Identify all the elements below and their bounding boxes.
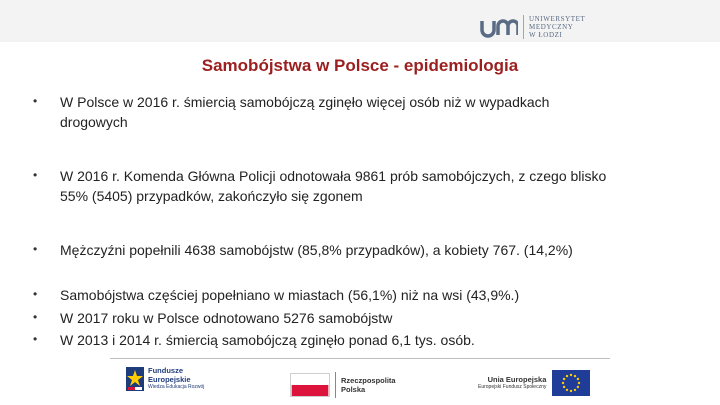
unia-europejska-logo [478,370,590,396]
footer-divider [110,358,610,359]
fundusze-subtitle: Wiedza Edukacja Rozwój [148,384,205,390]
university-logo [480,12,585,42]
logo-text [529,15,585,39]
fundusze-line-1: Fundusze [148,366,183,375]
bullet-text: Samobójstwa częściej popełniano w miastach (56,1%) niż na wsi (43,9%.) [60,287,520,303]
poland-flag-icon [290,373,330,397]
slide-title: Samobójstwa w Polsce - epidemiologia [201,56,519,75]
bullet-text: W 2017 roku w Polsce odnotowano 5276 samobójstw [60,310,393,326]
eu-flag-icon [552,370,590,396]
rzeczpospolita-line-1: Rzeczpospolita [341,376,396,385]
fundusze-star-icon [126,367,144,391]
logo-line-1: UNIWERSYTET [529,15,586,23]
unia-subtitle: Europejski Fundusz Społeczny [478,384,547,390]
bullet-marker: • [33,168,38,182]
logo-line-3: W ŁODZI [529,31,563,39]
rzeczpospolita-line-2: Polska [341,385,366,394]
bullet-marker: • [33,310,38,324]
unia-title: Unia Europejska [487,375,547,384]
bullet-text: W 2013 i 2014 r. śmiercią samobójczą zginęło ponad 6,1 tys. osób. [60,332,475,348]
logo-separator [523,15,524,39]
bullet-marker: • [33,94,38,108]
footer-logos [0,360,720,405]
rzeczpospolita-logo [290,372,396,398]
fundusze-europejskie-logo [126,366,204,391]
bullet-text: W Polsce w 2016 r. śmiercią samobójczą zginęło więcej osób niż w wypadkach drogowych [60,94,550,130]
bullet-marker: • [33,332,38,346]
bullet-text: W 2016 r. Komenda Główna Policji odnotowała 9861 prób samobójczych, z czego blisko 55% (5405) przypadków, zakończyło się zgonem [60,168,607,204]
bullet-marker: • [33,287,38,301]
bullet-text: Mężczyźni popełnili 4638 samobójstw (85,8% przypadków), a kobiety 767. (14,2%) [60,242,573,258]
logo-line-2: MEDYCZNY [529,23,574,31]
rzeczpospolita-separator [335,372,336,398]
header-band [0,0,720,42]
fundusze-line-2: Europejskie [148,375,191,384]
um-monogram-icon [480,16,518,38]
bullet-marker: • [33,242,38,256]
